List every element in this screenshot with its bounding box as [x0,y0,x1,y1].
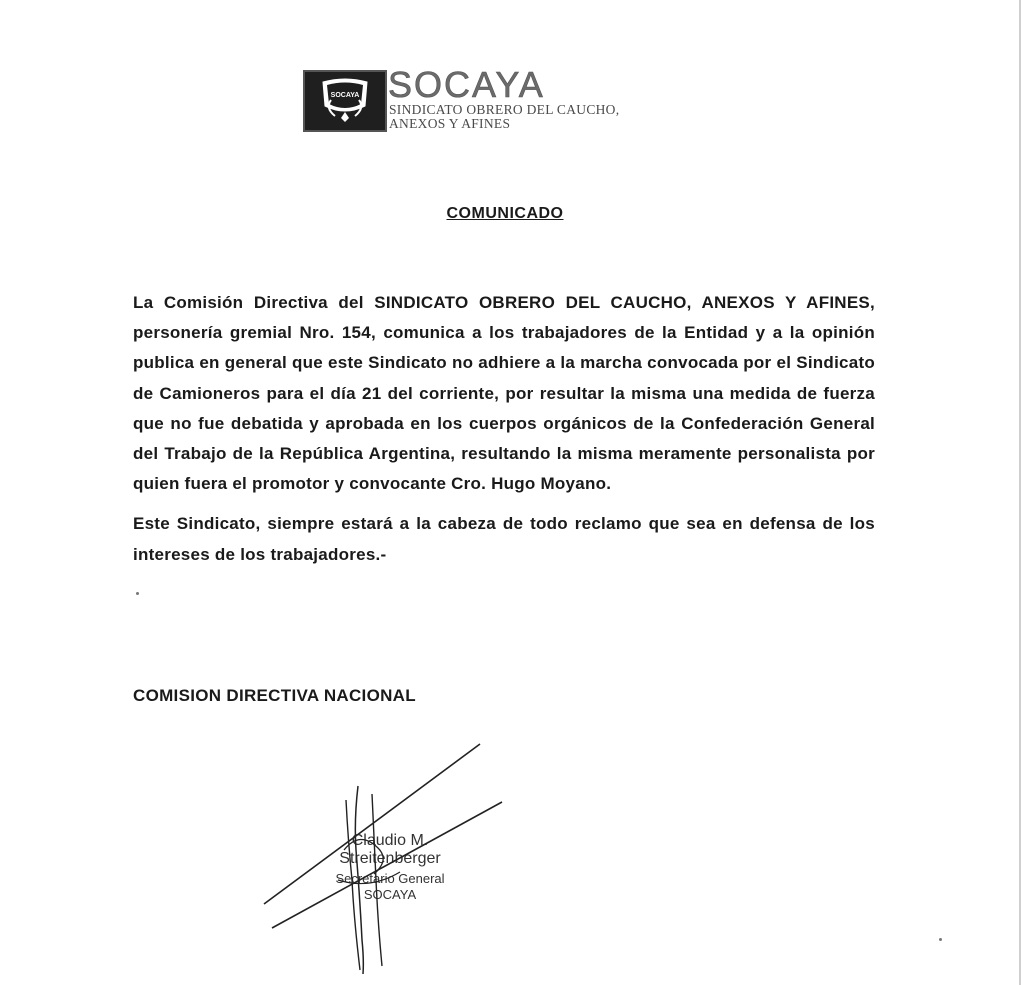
body-paragraph-1: La Comisión Directiva del SINDICATO OBRERO DEL CAUCHO, ANEXOS Y AFINES, personería gremial Nro. 154, comunica a los trabajadores de la Entidad y a la opinión publica en general que este Sindicato no adhiere a la marcha convocada por el Sindicato de Camioneros para el día 21 del corriente, por resultar la misma una medida de fuerza que no fue debatida y aprobada en los cuerpos orgánicos de la Confederación General del Trabajo de la República Argentina, resultando la misma meramente personalista por quien fuera el promotor y convocante Cro. Hugo Moyano. [133,293,875,494]
handwritten-signature [250,730,520,980]
brand-subtitle [389,103,709,131]
signatory-role: Secretario General [335,871,445,886]
signature-heading: COMISION DIRECTIVA NACIONAL [133,686,416,705]
union-emblem-logo [303,70,387,132]
scan-edge-line [1019,0,1021,985]
shield-emblem-icon [305,72,385,130]
body-paragraph-2: Este Sindicato, siempre estará a la cabeza de todo reclamo que sea en defensa de los intereses de los trabajadores.- [133,514,875,564]
brand-subtitle-line-2: ANEXOS Y AFINES [389,116,511,131]
scan-speck [136,592,139,595]
signatory-name: Claudio M. Streitenberger [339,832,441,867]
emblem-text: SOCAYA [330,92,360,99]
signatory-org: SOCAYA [363,887,417,902]
brand-name: SOCAYA [388,64,545,105]
brand-subtitle-line-1: SINDICATO OBRERO DEL CAUCHO, [389,102,620,117]
document-title: COMUNICADO [446,205,564,222]
scan-speck [939,938,942,941]
document-body [133,288,875,580]
